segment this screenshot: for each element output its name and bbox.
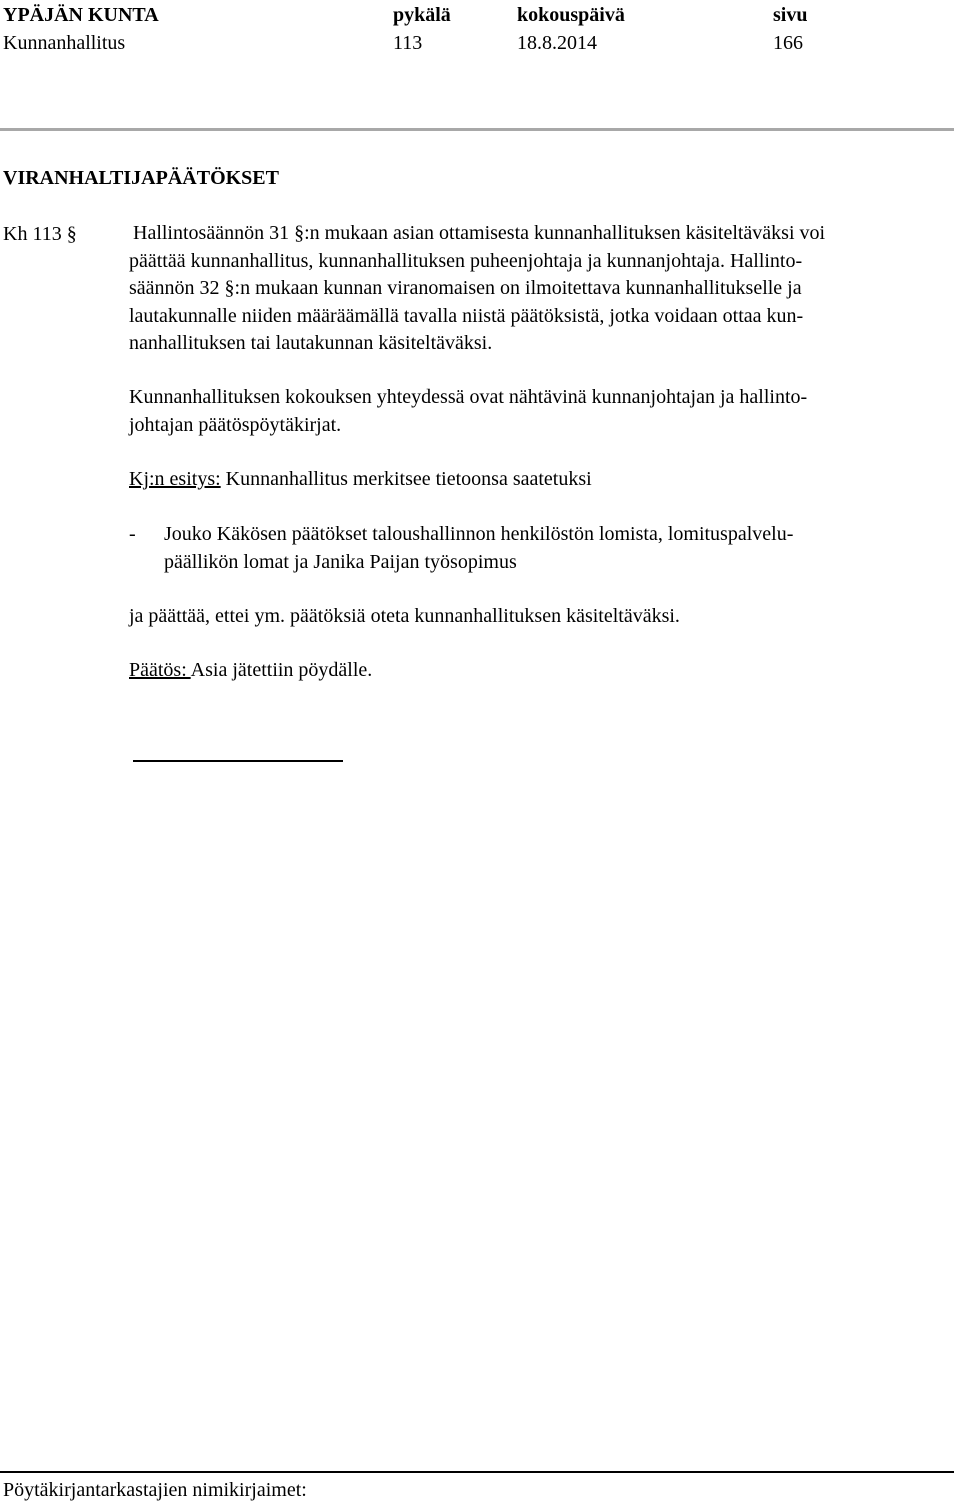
list-dash: - bbox=[129, 523, 136, 545]
text-line: säännön 32 §:n mukaan kunnan viranomaisen on ilmoitettava kunnanhallitukselle ja bbox=[129, 277, 802, 299]
paragraph-documents bbox=[129, 384, 955, 439]
proposal-label: Kj:n esitys: bbox=[129, 468, 221, 490]
section-number: 113 bbox=[393, 32, 423, 54]
closing-line bbox=[133, 760, 343, 762]
page-number: 166 bbox=[773, 32, 803, 54]
paragraph-intro bbox=[129, 220, 955, 358]
text-line: lautakunnalle niiden määräämällä tavalla niistä päätöksistä, jotka voidaan ottaa kun- bbox=[129, 304, 804, 327]
header-divider bbox=[0, 128, 954, 131]
proposal bbox=[129, 466, 955, 494]
text-line: Hallintosäännön 31 §:n mukaan asian ottamisesta kunnanhallituksen käsiteltäväksi voi bbox=[133, 222, 826, 244]
text-line: Jouko Käkösen päätökset taloushallinnon henkilöstön lomista, lomituspalvelu- bbox=[164, 523, 794, 545]
municipality-name: YPÄJÄN KUNTA bbox=[3, 4, 159, 26]
meeting-date: 18.8.2014 bbox=[517, 32, 597, 54]
item-code: Kh 113 § bbox=[3, 223, 77, 245]
section-column-label: pykälä bbox=[393, 4, 451, 26]
decision-text: Asia jätettiin pöydälle. bbox=[190, 659, 373, 681]
footer-divider bbox=[0, 1471, 954, 1473]
text-line: päällikön lomat ja Janika Paijan työsopimus bbox=[164, 550, 517, 573]
section-title: VIRANHALTIJAPÄÄTÖKSET bbox=[3, 167, 279, 189]
document-header-values bbox=[0, 31, 960, 55]
reviewer-initials-label: Pöytäkirjantarkastajien nimikirjaimet: bbox=[3, 1479, 307, 1501]
proposal-text: Kunnanhallitus merkitsee tietoonsa saatetuksi bbox=[220, 468, 592, 490]
text-line: nanhallituksen tai lautakunnan käsiteltäväksi. bbox=[129, 332, 493, 354]
document-header bbox=[0, 3, 960, 27]
date-column-label: kokouspäivä bbox=[517, 4, 625, 26]
closing-statement bbox=[129, 603, 955, 631]
body-name: Kunnanhallitus bbox=[3, 32, 126, 54]
page-column-label: sivu bbox=[773, 4, 808, 26]
decision-label: Päätös: bbox=[129, 659, 191, 681]
text-line: päättää kunnanhallitus, kunnanhallituksen puheenjohtaja ja kunnanjohtaja. Hallinto- bbox=[129, 249, 803, 272]
text-line: Kunnanhallituksen kokouksen yhteydessä ovat nähtävinä kunnanjohtajan ja hallinto- bbox=[129, 386, 808, 408]
text-line: ja päättää, ettei ym. päätöksiä oteta kunnanhallituksen käsiteltäväksi. bbox=[129, 605, 680, 627]
text-line: johtajan päätöspöytäkirjat. bbox=[129, 413, 342, 436]
decision bbox=[129, 657, 955, 685]
